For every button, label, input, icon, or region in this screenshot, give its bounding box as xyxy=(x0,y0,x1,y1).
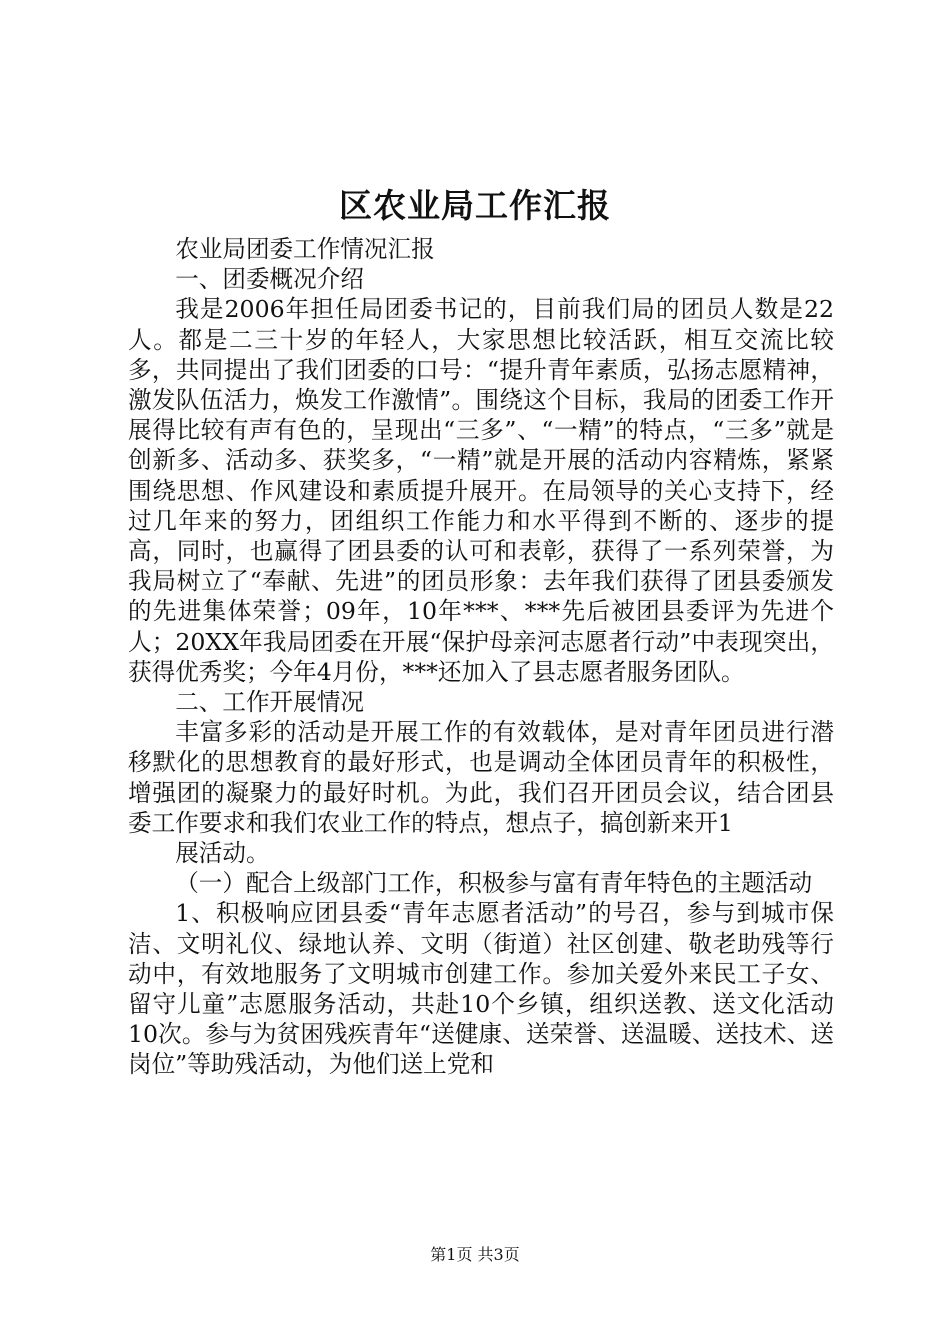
paragraph-activities: 丰富多彩的活动是开展工作的有效载体，是对青年团员进行潜移默化的思想教育的最好形式，也是调动全体团员青年的积极性，增强团的凝聚力的最好时机。为此，我们召开团员会议，结合团县委工作要求和我们农业工作的特点，想点子，搞创新来开1 xyxy=(128,718,834,837)
subsection-heading-1: （一）配合上级部门工作，积极参与富有青年特色的主题活动 xyxy=(175,869,813,898)
document-title: 区农业局工作汇报 xyxy=(339,186,611,225)
section-heading-overview: 一、团委概况介绍 xyxy=(175,265,364,294)
paragraph-volunteer: 1、积极响应团县委“青年志愿者活动”的号召，参与到城市保洁、文明礼仪、绿地认养、文明（街道）社区创建、敬老助残等行动中，有效地服务了文明城市创建工作。参加关爱外来民工子女、留守儿童”志愿服务活动，共赴10个乡镇，组织送教、送文化活动10次。参与为贫困残疾青年“送健康、送荣誉、送温暖、送技术、送岗位”等助残活动，为他们送上党和 xyxy=(128,899,834,1079)
section-heading-work: 二、工作开展情况 xyxy=(175,688,364,717)
page-number-footer: 第1页 共3页 xyxy=(430,1245,520,1264)
paragraph-activities-continued: 展活动。 xyxy=(175,839,270,868)
document-body xyxy=(128,234,834,1080)
paragraph-overview: 我是2006年担任局团委书记的，目前我们局的团员人数是22人。都是二三十岁的年轻人，大家思想比较活跃，相互交流比较多，共同提出了我们团委的口号：“提升青年素质，弘扬志愿精神，激发队伍活力，焕发工作激情”。围绕这个目标，我局的团委工作开展得比较有声有色的，呈现出“三多”、“一精”的特点，“三多”就是创新多、活动多、获奖多，“一精”就是开展的活动内容精炼，紧紧围绕思想、作风建设和素质提升展开。在局领导的关心支持下，经过几年来的努力，团组织工作能力和水平得到不断的、逐步的提高，同时，也赢得了团县委的认可和表彰，获得了一系列荣誉，为我局树立了“奉献、先进”的团员形象：去年我们获得了团县委颁发的先进集体荣誉；09年，10年***、***先后被团县委评为先进个人；20XX年我局团委在开展“保护母亲河志愿者行动”中表现突出，获得优秀奖；今年4月份，***还加入了县志愿者服务团队。 xyxy=(128,295,834,686)
report-subtitle: 农业局团委工作情况汇报 xyxy=(175,235,435,263)
